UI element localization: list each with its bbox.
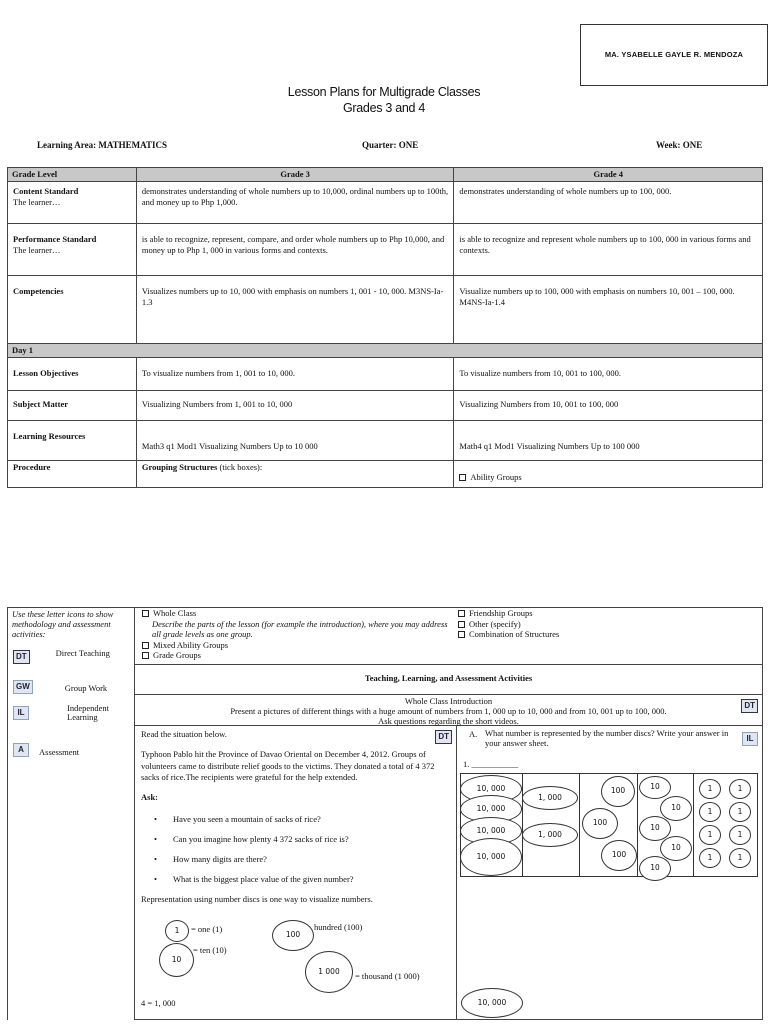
option-combination[interactable]: Combination of Structures: [458, 629, 559, 640]
question-text: What number is represented by the number discs? Write your answer in your answer sheet.: [485, 728, 729, 748]
row-label: Procedure: [8, 461, 137, 488]
representation-text: Representation using number discs is one way to visualize numbers.: [141, 893, 373, 904]
il-icon: IL: [742, 732, 758, 746]
read-situation: Read the situation below.: [141, 729, 227, 739]
day-row: [8, 344, 763, 358]
procedure-section: [7, 607, 763, 1020]
disc-one: 1: [729, 802, 751, 822]
week: Week: ONE: [656, 140, 703, 150]
row-label: Competencies: [8, 276, 137, 344]
legend-label: Assessment: [39, 747, 80, 757]
document-subtitle: Grades 3 and 4: [343, 101, 425, 115]
option-friendship[interactable]: Friendship Groups: [458, 608, 559, 619]
disc-ten-thousand-extra: 10, 000: [461, 988, 523, 1018]
story-text: Typhoon Pablo hit the Province of Davao Oriental on December 4, 2012. Groups of volunteers came to distribute relief goods to the victims. They donated a total of 4 372 sacks of rice.The recipients were grateful for the help extended.: [141, 749, 435, 782]
ask-label: Ask:: [141, 792, 159, 803]
icon-legend: [7, 607, 135, 1020]
legend-item-direct-teaching: [13, 650, 110, 664]
question-item: • Have you seen a mountain of sacks of rice?: [141, 814, 450, 825]
ability-groups-checkbox[interactable]: [459, 474, 466, 481]
cell-g3: Visualizing Numbers from 1, 001 to 10, 000: [136, 391, 454, 421]
number-disc-1000: 1 000: [305, 951, 353, 993]
row-label: Performance Standard: [13, 234, 97, 245]
quarter: Quarter: ONE: [362, 140, 419, 150]
dt-icon: DT: [435, 730, 452, 744]
mixed-ability-checkbox[interactable]: [142, 642, 149, 649]
table-row-procedure: [8, 461, 763, 488]
disc-label-hundred: hundred (100): [314, 922, 363, 932]
day-label: Day 1: [8, 344, 763, 358]
legend-item-assessment: [13, 742, 79, 758]
number-disc-1: 1: [165, 920, 189, 942]
disc-label-ten: = ten (10): [193, 945, 227, 955]
tla-heading: Teaching, Learning, and Assessment Activities: [135, 665, 763, 695]
number-disc-100: 100: [272, 920, 314, 951]
disc-label-one: = one (1): [191, 924, 223, 934]
row-sublabel: The learner…: [13, 245, 61, 256]
legend-label: Independent Learning: [67, 703, 110, 723]
disc-thousand: 1, 000: [522, 823, 578, 847]
option-grade-groups[interactable]: Grade Groups: [142, 650, 452, 661]
question-item: • What is the biggest place value of the given number?: [141, 874, 450, 885]
option-mixed-ability[interactable]: Mixed Ability Groups: [142, 640, 452, 651]
grade4-activity: [457, 726, 763, 1020]
row-sublabel: The learner…: [13, 197, 61, 208]
disc-ten: 10: [639, 816, 671, 841]
disc-one: 1: [699, 825, 721, 845]
whole-class-checkbox[interactable]: [142, 610, 149, 617]
ability-groups-label: Ability Groups: [470, 472, 522, 483]
legend-label: Group Work: [64, 683, 108, 693]
disc-ten-thousand: 10, 000: [460, 817, 522, 845]
disc-one: 1: [699, 802, 721, 822]
legend-item-independent-learning: [13, 704, 117, 723]
whole-class-introduction: [135, 695, 763, 726]
cell-g3: Visualizes numbers up to 10, 000 with emphasis on numbers 1, 001 - 10, 000. M3NS-Ia-1.3: [136, 276, 454, 344]
disc-hundred: 100: [582, 808, 618, 839]
dt-icon: DT: [13, 650, 30, 664]
disc-ten: 10: [639, 776, 671, 799]
gw-icon: GW: [13, 680, 33, 694]
disc-one: 1: [729, 825, 751, 845]
option-whole-class[interactable]: Whole Class: [142, 608, 452, 619]
cell-g3: Math3 q1 Mod1 Visualizing Numbers Up to 10 000: [136, 421, 454, 461]
disc-thousand: 1, 000: [522, 786, 578, 810]
cell-g3: is able to recognize, represent, compare, and order whole numbers up to Php 10,000, and money up to Php 1, 000 in various forms and contexts.: [136, 224, 454, 276]
answer-item[interactable]: 1. ___________: [463, 758, 519, 769]
il-icon: IL: [13, 706, 29, 720]
legend-intro: Use these letter icons to show methodology and assessment activities:: [12, 609, 114, 640]
cell-g4: demonstrates understanding of whole numbers up to 100, 000.: [454, 182, 763, 224]
a-icon: A: [13, 743, 29, 757]
disc-hundred: 100: [601, 776, 635, 807]
legend-item-group-work: [13, 679, 107, 694]
friendship-checkbox[interactable]: [458, 610, 465, 617]
grade3-activity: [135, 726, 457, 1020]
equation: 4 = 1, 000: [141, 998, 176, 1008]
row-label: Learning Resources: [8, 421, 137, 461]
row-label: Subject Matter: [8, 391, 137, 421]
author-name-box: [580, 24, 768, 86]
row-label: Lesson Objectives: [8, 358, 137, 391]
table-row-subject-matter: [8, 391, 763, 421]
disc-ten: 10: [660, 796, 692, 821]
cell-g4: Visualize numbers up to 100, 000 with emphasis on numbers 10, 001 – 100, 000. M4NS-Ia-1.4: [454, 276, 763, 344]
table-header-row: [8, 168, 763, 182]
disc-ten: 10: [639, 856, 671, 881]
option-other[interactable]: Other (specify): [458, 619, 559, 630]
lesson-plan-table: [7, 167, 763, 488]
combination-checkbox[interactable]: [458, 631, 465, 638]
grouping-title: Grouping Structures: [141, 462, 218, 473]
grouping-structures: [135, 607, 763, 665]
number-disc-10: 10: [159, 943, 194, 977]
cell-g4: To visualize numbers from 10, 001 to 100, 000.: [454, 358, 763, 391]
table-row-learning-resources: [8, 421, 763, 461]
wci-line2: Ask questions regarding the short videos.: [378, 716, 519, 726]
wci-line1: Present a pictures of different things with a huge amount of numbers from 1, 000 up to 10, 000 and from 10, 001 up to 100, 000.: [230, 706, 667, 716]
question-letter: A.: [469, 729, 478, 739]
cell-g3: To visualize numbers from 1, 001 to 10, 000.: [136, 358, 454, 391]
dt-icon: DT: [741, 699, 758, 713]
disc-one: 1: [729, 779, 751, 799]
header-grade-level: Grade Level: [8, 168, 137, 182]
disc-ten-thousand: 10, 000: [460, 775, 522, 803]
table-row-performance-standard: [8, 224, 763, 276]
disc-one: 1: [699, 848, 721, 868]
header-grade-4: Grade 4: [454, 168, 763, 182]
grade-groups-checkbox[interactable]: [142, 652, 149, 659]
disc-ten-thousand: 10, 000: [460, 795, 522, 823]
whole-class-description: Describe the parts of the lesson (for example the introduction), where you may address all grade levels as one group.: [152, 618, 448, 639]
number-disc-grid: [460, 773, 758, 877]
grouping-note: (tick boxes):: [217, 462, 263, 473]
table-row-competencies: [8, 276, 763, 344]
disc-hundred: 100: [601, 840, 637, 871]
question-item: • How many digits are there?: [141, 854, 450, 865]
cell-g4: is able to recognize and represent whole numbers up to 100, 000 in various forms and contexts.: [454, 224, 763, 276]
row-label: Content Standard: [13, 186, 79, 197]
cell-g3: demonstrates understanding of whole numbers up to 10,000, ordinal numbers up to 100th, and money up to Php 1,000.: [136, 182, 454, 224]
document-title: Lesson Plans for Multigrade Classes: [287, 85, 481, 99]
other-checkbox[interactable]: [458, 621, 465, 628]
disc-ten-thousand: 10, 000: [460, 838, 522, 876]
wci-title: Whole Class Introduction: [404, 696, 493, 706]
question-item: • Can you imagine how plenty 4 372 sacks of rice is?: [141, 834, 450, 845]
disc-one: 1: [729, 848, 751, 868]
table-row-lesson-objectives: [8, 358, 763, 391]
cell-g4: Visualizing Numbers from 10, 001 to 100, 000: [454, 391, 763, 421]
legend-label: Direct Teaching: [55, 648, 110, 659]
table-row-content-standard: [8, 182, 763, 224]
disc-ten: 10: [660, 836, 692, 861]
disc-one: 1: [699, 779, 721, 799]
learning-area: Learning Area: MATHEMATICS: [37, 140, 167, 150]
header-grade-3: Grade 3: [136, 168, 454, 182]
author-name: MA. YSABELLE GAYLE R. MENDOZA: [604, 50, 744, 60]
cell-g4: Math4 q1 Mod1 Visualizing Numbers Up to 100 000: [454, 421, 763, 461]
disc-label-thousand: = thousand (1 000): [355, 971, 420, 981]
